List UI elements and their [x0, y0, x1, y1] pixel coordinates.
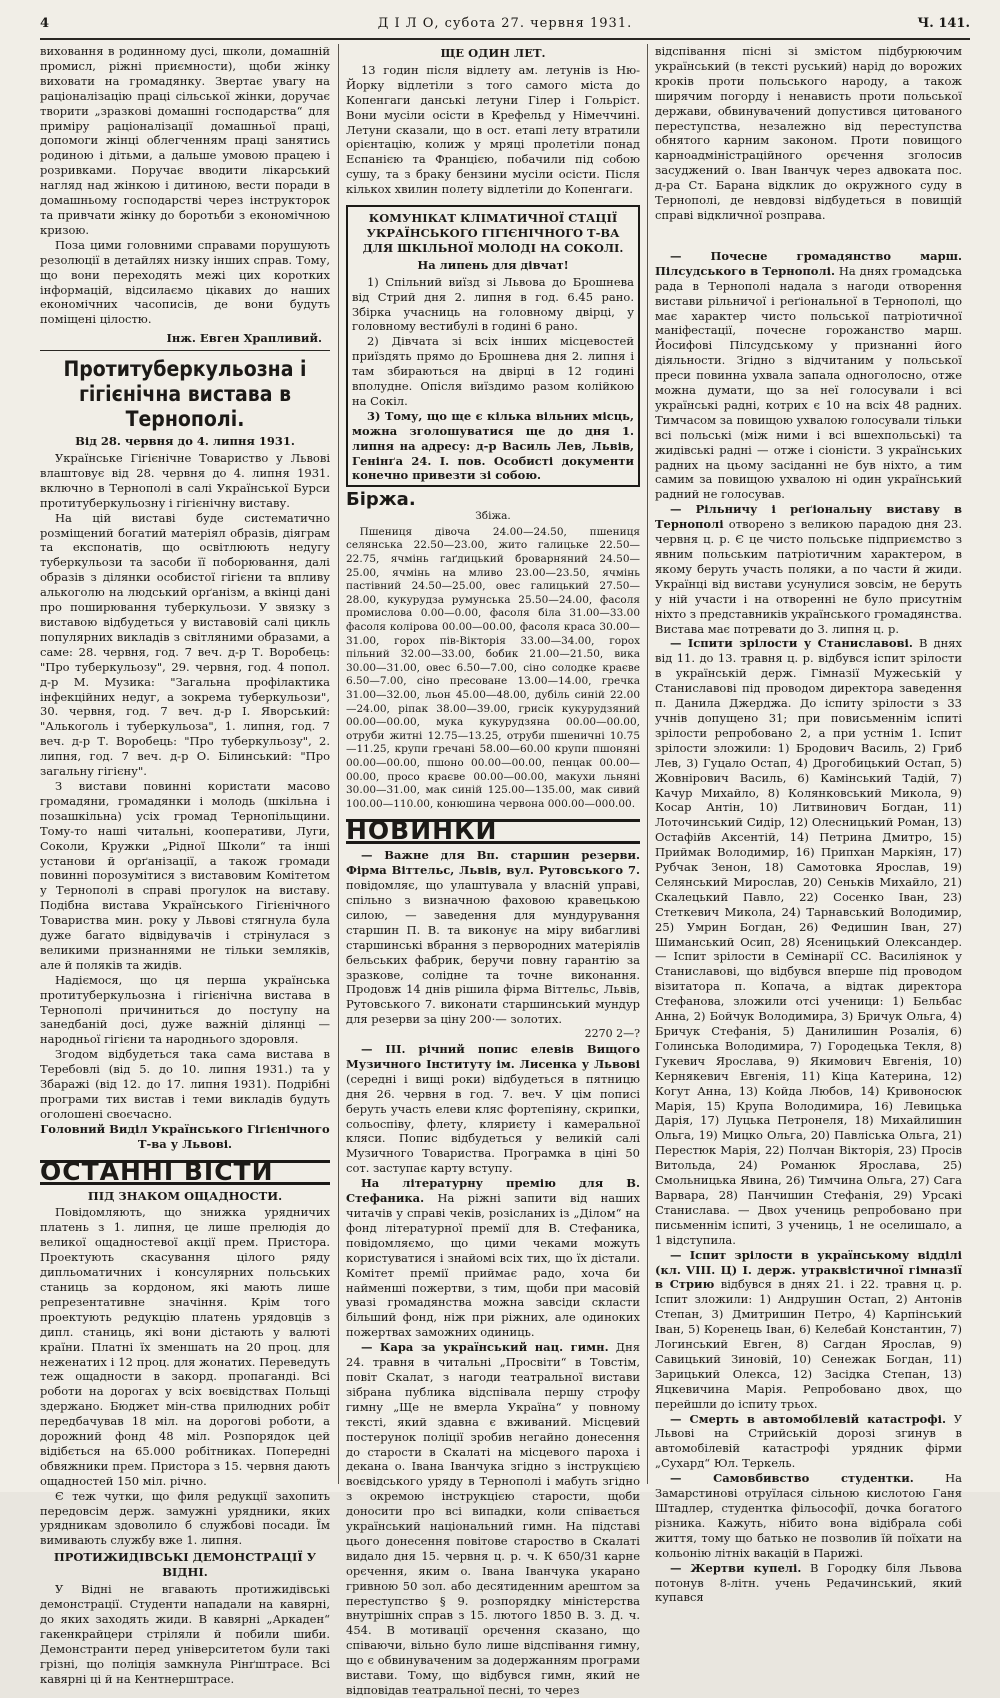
news-text: На ріжні запити від наших читачів у справі чеків, розісланих із „Ділом“ на фонд літературної премії для В. Стефаника, повідомляємо, що цими чеками можуть користуватися і знайомі всіх тих, що їх дістали. Комітет премії приймає радо, хоча би найменші пожертви, з тим, щоби при масовій увазі громадянства можна завсіди скласти більший фонд, ніж при ріжних, але одиноких пожертвах заможних одиниць.	[346, 1191, 640, 1340]
flight-title: ЩЕ ОДИН ЛЕТ.	[440, 46, 546, 60]
news-text: відбувся в днях 21. і 22. травня ц. р. Іспит зложили: 1) Андрушин Остап, 2) Антонів Степан, 3) Дмитришин Петро, 4) Карпінський Іван, 5) Коренець Іван, 6) Келебай Константин, 7) Логинський Евген, 8) Сагдан Ярослав, 9) Савицький Зиновій, 10) Сенежак Богдан, 11) Зарицький Олекса, 12) Засідка Степан, 13) Яцкевичина Марія. Репробовано двох, що перейшли до іспиту трьох.	[655, 1277, 963, 1411]
news-text: В днях від 11. до 13. травня ц. р. відбувся іспит зрілости в українській держ. Гімназії Мужеській у Станиславові під проводом директора заведення п. Данила Джерджа. До іспиту зрілости з 33 учнів допущено 31; при повисьменнім іспиті зрілости репробовано 2, а при устнім 1. Іспит зрілости зложили: 1) Бродович Василь, 2) Гриб Лев, 3) Гуцало Остап, 4) Дрогобицький Остап, 5) Жовнірович Василь, 6) Камінський Тадій, 7) Качур Михайло, 8) Колянковський Микола, 9) Косар Антін, 10) Литвинович Богдан, 11) Лоточинський Сидір, 12) Олесницький Роман, 13) Остафійв Аксентій, 14) Петрина Дмитро, 15) Приймак Володимир, 16) Припхан Маркіян, 17) Рубчак Зенон, 18) Самотовка Ярослав, 19) Селянський Мирослав, 20) Сеньків Михайло, 21) Скалецький Павло, 22) Сосенко Іван, 23) Стеткевич Микола, 24) Тарнавський Володимир, 25) Умрин Богдан, 26) Федишин Іван, 27) Шиманський Осип, 28) Ясеницький Олександер. — Іспит зрілости в Семінарії СС. Василіянок у Станиславові, що відбувся вперше під проводом візитатора п. Копача, а відтак директора Стефанова, зложили отсі ученици: 1) Бельбас Анна, 2) Бойчук Володимира, 3) Бричук Ольга, 4) Бричук Стефанія, 5) Данилишин Розалія, 6) Голинська Володимира, 7) Городецька Текля, 8) Гукевич Ярослава, 9) Якимович Евгенія, 10) Кернякевич Евгенія, 11) Кіца Катерина, 12) Когут Анна, 13) Койда Любов, 14) Кривоносюк Марія, 15) Крупа Володимира, 16) Левицька Дарія, 17) Луцька Петронеля, 18) Михайлишин Ольга, 19) Мицко Ольга, 20) Павліська Ольга, 21) Перестюк Марія, 22) Полчан Вікторія, 23) Пpocів Витольда, 24) Романюк Ярослава, 25) Смольницька Явина, 26) Тимчина Ольга, 27) Сага Варвара, 28) Панчишин Стефанія, 29) Урсакі Станислава. — Двох учениць репробовано при письменнім іспиті, 3 учениць, 1 не оселишало, а 1 відступила.	[655, 636, 963, 1247]
article-paragraph: На цій виставі буде систематично розміщений богатий матеріял образів, діяграм та експонатів, що освітлюють недугу туберкульози та засоби її поборювання, далі образів з ділянки особистої гігієни та впливу алькоголю на людський орґанізм, а вкінці дані про поширювання туберкульози. У звязку з виставою відбудеться у виставовій салі цикль популярних викладів з світляними образами, а саме: 28. червня, год. 7 веч. д-р Т. Воробець: "Про туберкульозу", 29. червня, год. 4 попол. д-р М. Музика: "Загальна профілактика інфекційних недуг, а зокрема туберкульози", 30. червня, год. 7 веч. д-р І. Яворський: "Алькоголь і туберкульоза", 1. липня, год. 7 веч. д-р Т. Воробець: "Про туберкульозу", 2. липня, год. 7 веч. д-р О. Білинський: "Про загальну гігієну".	[40, 510, 330, 779]
intro-paragraph: Поза цими головними справами порушують резолюції в детайлях низку інших справ. Тому, що вони переходять межі цих коротких інформацій, відсилаємо цікавих до наших економічних часописів, де вони будуть поміщені цілостю.	[40, 237, 330, 327]
news-paragraph: Є теж чутки, що филя редукції захопить передовсім держ. замужні урядники, яких урядникам здоволило б службові посади. Їм вимивають службу вже 1. липня.	[40, 1488, 330, 1548]
continued-paragraph: відспівання пісні зі змістом підбурюючим український (в тексті руський) нарід до ворожих кроків проти польського народу, а також ширячим погорду і ненависть проти польської держави, обвинувачений допустився цитованого переступства, незалежно від переступства обнятого карним законом. Проти повищого карноадміністраційного орєчення зголосив засуджений о. Іван Іванчук через адвоката пос. д-ра Ст. Барана відклик до окружного суду в Тернополі, де невдовзі відбудеться в повищій справі відкличної розправа.	[655, 44, 962, 222]
article-paragraph: Українське Гігієнічне Товариство у Львові влаштовує від 28. червня до 4. липня 1931. включно в Тернополі в салі Української Бурси протитуберкульозну і гігієнічну виставу.	[40, 451, 330, 510]
exchange-prices: Пшениця дівоча 24.00—24.50, пшениця селянська 22.50—23.00, жито галицьке 22.50—22.75, ячмінь гаґдицький броварняний 24.50—25.00, ячмінь на мливо 23.00—23.50, ячмінь пастівний 24.50—25.00, овес галицький 27.50—28.00, кукурудза румунська 25.50—24.00, фасоля промислова 0.00—0.00, фасоля біла 31.00—33.00 фасоля колірова 00.00—00.00, фасоля краса 30.00—31.00, горох пів-Вікторія 33.00—34.00, горох пільний 32.00—33.00, бобик 21.00—21.50, вика 30.00—31.00, овес 6.50—7.00, сіно солодке краєве 6.50—7.00, сіно пресоване 13.00—14.00, гречка 31.00—32.00, льон 45.00—48.00, дубіль синій 22.00—24.00, ріпак 38.00—39.00, грисік кукурудзяний 00.00—00.00, мука кукурудзяна 00.00—00.00, отруби житні 12.75—13.25, отруби пшеничні 10.75—11.25, крупи гречані 58.00—60.00 крупи пшоняні 00.00—00.00, пшоно 00.00—00.00, пенцак 00.00—00.00, просо краєве 00.00—00.00, макухи льняні 30.00—31.00, мак синій 125.00—135.00, мак сивий 100.00—110.00, конюшина червона 000.00—000.00.	[346, 525, 640, 810]
column-1	[40, 44, 330, 1686]
organization-signature: Головний Виділ Українського Гігієнічного Т-ва у Львові.	[40, 1121, 330, 1151]
masthead: Д І Л О, субота 27. червня 1931.	[377, 16, 633, 31]
article-dates: Від 28. червня до 4. липня 1931.	[75, 434, 295, 449]
page-number: 4	[40, 16, 50, 31]
news-text: повідомляє, що улаштувала у власній управі, спільно з визначною фаховою кравецькою силою, — заведення для мундурування старшин П. В. та виконує на міру вибагливі старшинські вбрання з первородних матеріялів бельських фабрик, беручи повну гарантію за зразкове, солідне та точне виконання. Продовж 14 днів рішила фірма Віттельс, Львів, Рутовського 7. виконати старшинський мундур для резерви за ціну 200·— золотих.	[346, 878, 640, 1027]
header-rule	[40, 38, 970, 40]
subsection-title: ПІД ЗНАКОМ ОЩАДНОСТИ.	[87, 1188, 283, 1203]
news-text: В Городку біля Львова потонув 8-літн. учень Редачинський, який купався	[655, 1560, 962, 1605]
ad-code: 2270 2—?	[584, 1027, 640, 1041]
news-text: На днях громадська рада в Тернополі надала з нагоди отворення вистави рільничої і реґіональної в Тернополі, що має характер чисто польської патріотичної маніфестації, почесне горожанство марш. Йосифові Пілсудському у признанні його діяльности. Згідно з відчитаним у польської преси повинна ухвала запала одноголосно, отже можна думати, що за неї голосували і всі українські радні, котрих є 10 на всіх 48 радних. Тимчасом за повищою ухвалою голосували тільки всі польські (між ними і всі вшехпольські) та жидівські радні — отже і сіоністи. З українських радних на цьому засіданні не був ніхто, а тим самим за повищою ухвалою ні один український радний не голосував.	[655, 263, 963, 502]
article-paragraph: Надіємося, що ця перша українська протитуберкульозна і гігієнічна вистава в Тернополі причиниться до поступу на занедбаній досі, дуже важній ділянці — народньої гігієни та народнього здоровля.	[40, 972, 330, 1047]
news-lead: — Кара за український нац. гимн.	[360, 1340, 609, 1355]
news-paragraph: Повідомляють, що знижка урядничих платень з 1. липня, це лише прелюдія до великої ощадностевої акції прем. Пристора. Проектують скасування цілого ряду дипльоматичних і консулярних польських станиць за кордоном, які мають лише репрезентативне значіння. Крім того проектують редукцію платень урядовців з дипл. станиць, які вони дістають у валюті країни. Платні їх зменшать на 20 проц. для неженатих і 12 проц. для жонатих. Переведуть теж ощадности в закорд. пропаганді. Всі роботи на дорогах у всіх воєвідствах Польщі здержано. Бюджет мін-ства прилюдних робіт передбачував 18 міл. на дорогові роботи, а дорожний фонд 48 міл. Розпорядок цей відібється на 65.000 робітниках. Попередні обвяжники прем. Пристора з 15. червня дають ощадностей 150 міл. річно.	[40, 1205, 330, 1488]
intro-paragraph: виховання в родинному дусі, школи, домашній промисл, ріжні приємности), щоби жінку виховати на громадянку. Звертає увагу на раціоналізацію праці сільської жінки, доручає творити „зразкові домашні господарства“ для приміру раціоналізації домашньої праці, допомоги жінці облегченням праці занятись родиною і дітьми, а дальше умовою працею і розривками. Поручає вводити лікарський нагляд над жінкою і дитиною, вести поради в домашньому господарстві через інструкторок та привчати жінку до боротьби з економічною кризою.	[40, 44, 330, 237]
news-lead: — Іспит зрілости в українському відділі (кл. VIII. Ц) І. держ. утраквістичної гімназії в Стрию	[655, 1247, 962, 1292]
news-lead: — Жертви купелі.	[669, 1560, 802, 1575]
news-text: отворено з великою парадою дня 23. червня ц. р. Є це чисто польське підприємство з явним польським патріотичним характером, в якому беруть участь поляки, а по части й жиди. Українці від вистави усунулися зовсім, не беруть у ній участи і на отворенні не було присутнім ніхто з представників українського громадянства. Вистава має потревати до 3. липня ц. р.	[655, 517, 962, 636]
communique-title: КОМУНІКАТ КЛІМАТИЧНОЇ СТАЦІЇ УКРАЇНСЬКОГО ГІГІЄНІЧНОГО Т-ВА ДЛЯ ШКІЛЬНОЇ МОЛОДІ НА СОКОЛІ.	[362, 211, 624, 255]
news-lead: На літературну премію для В. Стефаника.	[346, 1176, 640, 1206]
issue-number: Ч. 141.	[917, 16, 970, 31]
communique-paragraph: 3) Тому, що ще є кілька вільних місць, можна зголошуватися ще до дня 1. липня на адресу: д-р Василь Лев, Львів, Генінґа 24. І. пов. Особисті документи конечно привезти зі собою.	[352, 408, 634, 483]
news-lead: — Смерть в автомобілевій катастрофі.	[669, 1411, 947, 1426]
communique-paragraph: 1) Спільний виїзд зі Львова до Брошнева від Стрий дня 2. липня в год. 6.45 рано. Збірка учасниць на головному двірці, у головному вестибулі в годині 6 рано.	[352, 274, 634, 334]
communique-subtitle: На липень для дівчат!	[417, 257, 569, 272]
communique-paragraph: 2) Дівчата зі всіх інших місцевостей приїздять прямо до Брошнева дня 2. липня і там збираються на двірці в 12 годині вполудне. Опісля виїздимо разом колійкою на Сокіл.	[352, 334, 634, 408]
article-paragraph: З вистави повинні користати масово громадяни, громадянки і молодь (шкільна і позашкільна) усіх громад Тернопільщини. Тому-то наші читальні, кооперативи, Луги, Соколи, Кружки „Рідної Школи“ та інші установи й орґанізації, а також громади повинні порозумітися з виставовим Комітетом у Тернополі в справі прогулок на виставу. Подібна вистава Українського Гігієнічного Товариства мин. року у Львові стягнула була дуже багато відвідувачів і стрінулася з великими признаннями не тільки земляків, але й поляків та жидів.	[40, 778, 330, 972]
news-lead: — Рільничу і реґіональну виставу в Тернополі	[655, 502, 962, 532]
news-banner: НОВИНКИ	[346, 819, 640, 844]
communique-box	[346, 205, 640, 487]
exchange-subheading: Збіжа.	[475, 510, 511, 523]
divider	[40, 350, 330, 351]
article-headline: Протитуберкульозна і гігієнічна вистава в Тернополі.	[63, 357, 307, 432]
news-lead: — ІІІ. річний попис елевів Вищого Музичного Інституту ім. Лисенка у Львові	[346, 1042, 640, 1071]
column-3	[655, 44, 963, 1605]
subsection-title: ПРОТИЖИДІВСЬКІ ДЕМОНСТРАЦІЇ У ВІДНІ.	[53, 1550, 317, 1580]
spacer	[655, 223, 962, 249]
news-text: На Замарстинові отруїлася сільною кислотою Ганя Штадлер, студентка фільософії, дочка богатого різника. Кажуть, нібито вона відібрала собі життя, тому що батько не позволив їй поїхати на кольонію літніх вакацій в Парижі.	[655, 1471, 962, 1560]
latest-news-banner: ОСТАННІ ВІСТИ	[40, 1160, 330, 1185]
news-paragraph: У Відні не вгавають протижидівські демонстрації. Студенти нападали на кавярні, до яких заходять жиди. В кавярні „Аркаден“ гакенкрайцери стріляли й побили шиби. Демонстранти перед університетом були такі грізні, що поліція замкнула Рінґштрасе. Всі кавярні ці й на Кентнерштрасе.	[40, 1582, 330, 1686]
article-paragraph: Згодом відбудеться така сама вистава в Теребовлі (від 5. до 10. липня 1931.) та у Збаражі (від 12. до 17. липня 1931). Подрібні програми тих вистав і теми викладів будуть оголошені своєчасно.	[40, 1047, 330, 1121]
page-header	[40, 16, 970, 38]
column-divider-2	[647, 44, 648, 1484]
news-lead: — Важне для Вп. старшин резерви. Фірма Віттельс, Львів, вул. Рутовського 7.	[346, 848, 640, 878]
news-text: Дня 24. травня в читальні „Просвіти“ в Товстім, повіт Скалат, з нагоди театральної вистави зібрана публика відспівала першу строфу гимну „Ще не вмерла Україна“ у повному тексті, який здавна є вживаний. Місцевий постерунок поліції зробив негайно донесення до старости в Скалаті на місцевого пароха і декана о. Івана Іванчука згідно з інструкцією воєвідського уряду в Тернополі і мабуть згідно з окремою інструкцією старости, щоби доносити про всі випадки, коли співається український національний гимн. На підставі цього донесення повітове староство в Скалаті видало дня 15. червня ц. р. ч. К 650/31 карне орєчення, яким о. Івана Іванчука укарано гривною 50 зол. або десятиденним арештом за переступство § 9. розпорядку міністерства внутрішніх справ з 15. лютого 1850 В. З. Д. ч. 454. В мотивації орєчення сказано, що співаючи, вільно було лише відспівання гимну, що є обвинуваченим за додержанням програми вистави. Тому, що відбувся гимн, який не відповідав театральної песні, то через	[346, 1340, 641, 1697]
author-signature: Інж. Евген Храпливий.	[166, 331, 322, 346]
news-lead: — Іспити зрілости у Станиславові.	[669, 636, 913, 651]
news-text: У Львові на Стрийській дорозі згинув в автомобілевій катастрофі урядник фірми „Сухард“ Юл. Теркель.	[655, 1411, 962, 1471]
news-lead: — Почесне громадянство марш. Пілсудського в Тернополі.	[655, 248, 962, 278]
column-divider-1	[338, 44, 339, 1484]
column-2	[346, 44, 641, 1697]
exchange-heading: Біржа.	[346, 489, 416, 511]
news-text: (середні і вищі роки) відбудеться в пятницю дня 26. червня в год. 7. веч. У цім пописі беруть участь елеви кляс фортепіяну, скрипки, сольоспіву, флету, кляриєту і камеральної кляси. Попис відбудеться у великій салі Музичного Товариства. Програмка в ціні 50 сот. заступає карту вступу.	[346, 1071, 640, 1176]
flight-paragraph: 13 годин після відлету ам. летунів із Ню-Йорку відлетіли з того самого міста до Копенгаги данські летуни Гілер і Гольріст. Вони мусіли осісти в Крефельд у Німеччині. Летуни сказали, що в ост. етапі лету втратили орієнтацію, колиж у мряці пролетіли понад Еспанією та Францією, побачили під собою сушу, та з браку бензини мусіли осісти. Після кількох хвилин полету відлетіли до Копенгаги.	[346, 62, 640, 197]
news-lead: — Самовбивство студентки.	[669, 1471, 914, 1486]
